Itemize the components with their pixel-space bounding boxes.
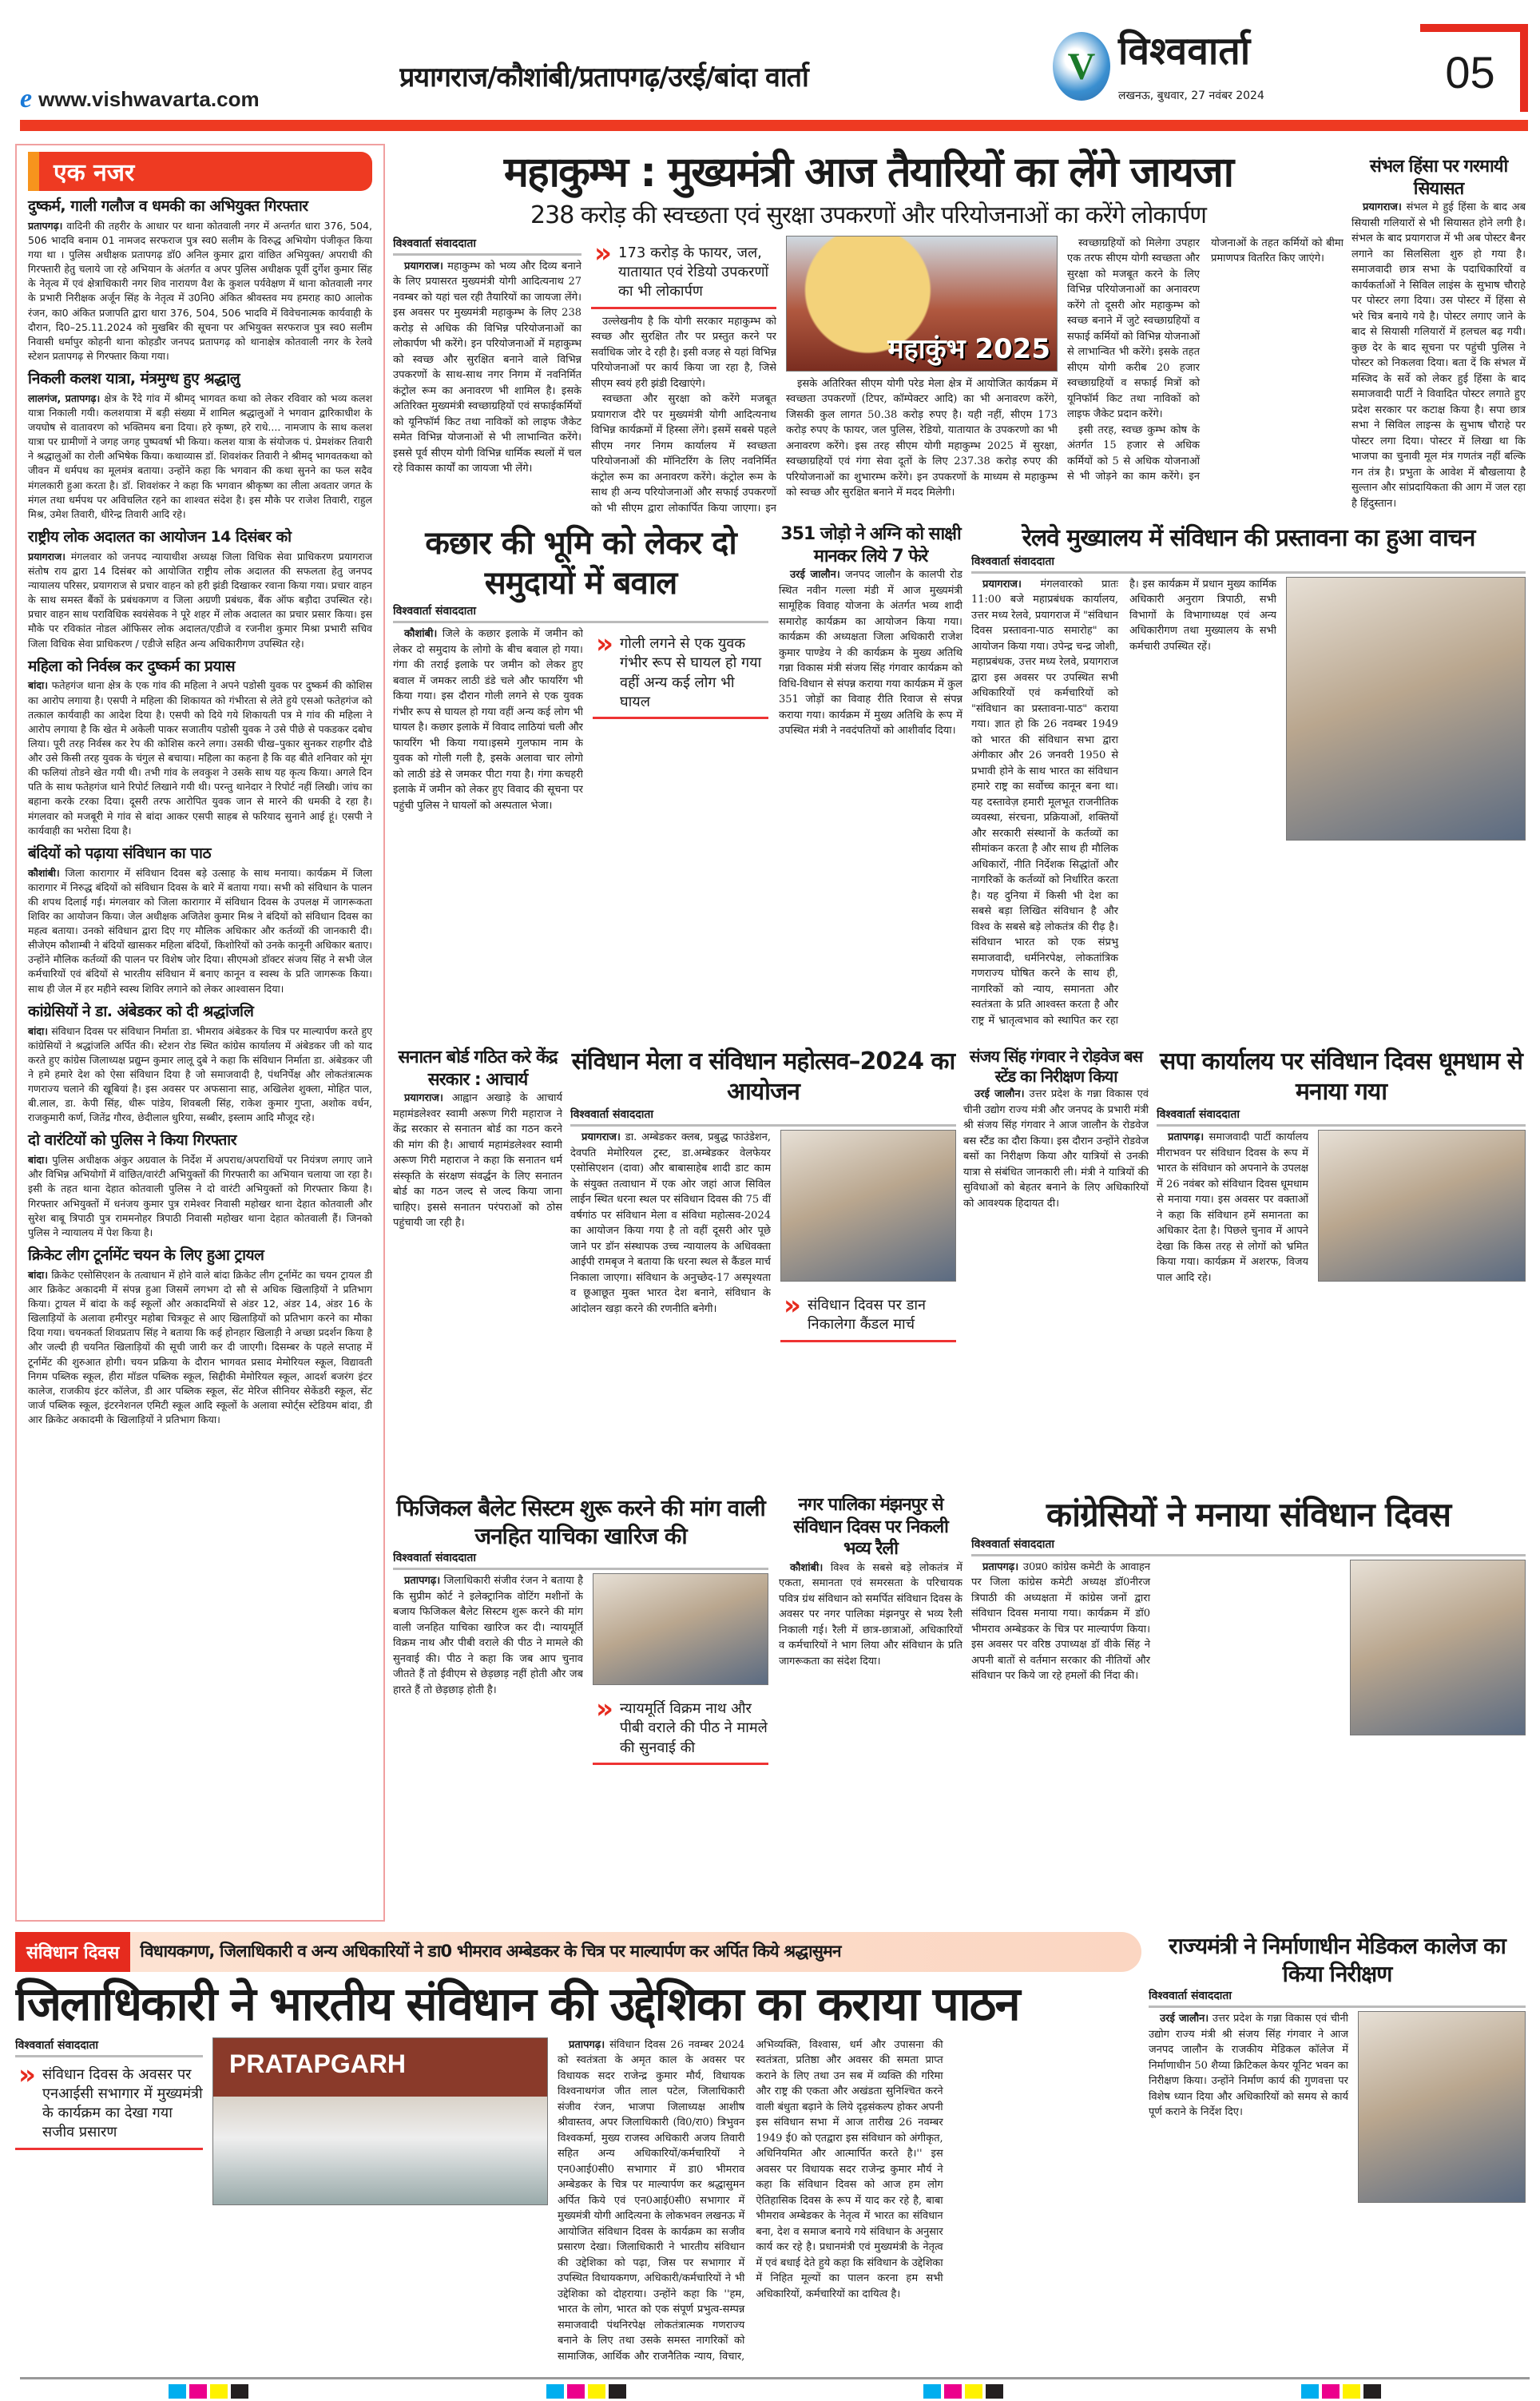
- lead-paragraph: महाकुम्भ को भव्य और दिव्य बनाने के लिए प्रयासरत मुख्यमंत्री योगी आदित्यनाथ 27 नवम्बर को यहां चल रही तैयारियों का जायजा लेंगे। इस अवसर पर मुख्यमंत्री महाकुम्भ के लिए 238 करोड़ से अधिक की विभिन्न परियोजनाओं का लोकार्पण भी करेंगे। इन परियोजनाओं में महाकुम्भ को स्वच्छ और सुरक्षित बनाने वाले विभिन्न उपकरणों के साथ-साथ नगर निगम में नवनिर्मित कंट्रोल रूम का अनावरण भी शामिल है। इसके अतिरिक्त मुख्यमंत्री स्वच्छाग्रहियों एवं सफाईकर्मियों को यूनिफॉर्म किट तथा नाविकों को लाइफ जैकेट समेत विभिन्न योजनाओं से भी लाभान्वित करेंगे। इससे पूर्व सीएम योगी विभिन्न धार्मिक स्थलों में चल रहे विकास कार्यों का जायजा भी लेंगे।: [393, 260, 581, 475]
- sidebar-body: [28, 866, 372, 996]
- mela-article: [570, 1047, 956, 1478]
- news-photo: [1286, 577, 1526, 841]
- headline: राज्यमंत्री ने निर्माणाधीन मेडिकल कालेज का किया निरीक्षण: [1169, 1933, 1506, 1987]
- bottom-headline: जिलाधिकारी ने भारतीय संविधान की उद्देशिका का कराया पाठन: [15, 1977, 1019, 2031]
- lead-headline: महाकुम्भ : मुख्यमंत्री आज तैयारियों का लेंगे जायजा: [503, 149, 1233, 197]
- sidebar-headline: निकली कलश यात्रा, मंत्रमुग्ध हुए श्रद्धालु: [28, 370, 240, 388]
- pullquote: » गोली लगने से एक युवक गंभीर रूप से घायल हो गया वहीं अन्य कई लोग भी घायल: [593, 631, 768, 719]
- byline: विश्ववार्ता संवाददाता: [1149, 1988, 1526, 2008]
- dateline: कौशांबी।: [28, 866, 60, 879]
- lead-col-2: » 173 करोड़ के फायर, जल, यातायात एवं रेडियो उपकरणों का भी लोकार्पण उल्लेखनीय है कि योगी सरकार महाकुम्भ को स्वच्छ और सुरक्षित तौर पर प्रस्तुत करने पर सर्वाधिक जोर दे रही है। इसी वजह से यहां विभिन्न परियोजनाओं पर कार्य किया जा रहा है, जिसे सीएम स्वयं हरी झंडी दिखाएंगे। स्वच्छता और सुरक्षा को करेंगे मजबूत प्रयागराज दौरे पर मुख्यमंत्री योगी आदित्यनाथ विभिन्न कार्यक्रमों में हिस्सा लेंगे। इसमें सबसे पहले सीएम नगर निगम कार्यालय में स्वच्छता परियोजनाओं की मॉनिटरिंग के लिए नवनिर्मित कंट्रोल रूम का अनावरण करेंगे। कंट्रोल रूम के साथ ही अन्य परियोजनाओं और सफाई उपकरणों को भी सीएम द्वारा लोकार्पित किया जाएगा। इन: [591, 236, 776, 515]
- body-text: क्षेत्र के रैंदे गांव में श्रीमद् भागवत कथा को लेकर रविवार को भव्य कलश यात्रा निकाली गयी। कलशयात्रा में बड़ी संख्या में शामिल श्रद्धालुओं ने भगवान द्वारिकाधीश के जयघोष से वातावरण को भक्तिमय बना दिया। हरे कृष्ण, हरे राधे.... नामजाप के साथ कलश यात्रा पर ग्रामीणों ने जगह जगह पुष्पवर्षा भी किया। कलश यात्रा के संयोजक पं. प्रेमशंकर तिवारी ने श्रद्धालुओं का रोली अभिषेक किया। कथाव्यास डॉ. शिवशंकर तिवारी ने श्रीमद् भागवतकथा को जीवन में धर्मपथ का मूलमंत्र बताया। उन्होंने कहा कि भगवान की कथा सुनने का फल सदैव मंगलकारी हुआ करता है। डॉ. शिवशंकर ने कहा कि भगवान श्रीकृष्ण का लीला अवतार जगत के मंगल तथा धर्मपथ पर अविचलित रहने का शाश्वत संदेश है। इस मौके पर राजेश तिवारी, राहुल मिश्र, उमेश तिवारी, धीरेन्द्र तिवारी आदि रहे।: [28, 392, 372, 520]
- dateline: उरई जालौन।: [1160, 2013, 1209, 2025]
- headline: सपा कार्यालय पर संविधान दिवस धूमधाम से मनाया गया: [1160, 1047, 1522, 1106]
- sidebar-body: [28, 219, 372, 364]
- lead-col-1: विश्ववार्ता संवाददाता प्रयागराज। महाकुम्भ को भव्य और दिव्य बनाने के लिए प्रयासरत मुख्यमंत्री योगी आदित्यनाथ 27 नवम्बर को यहां चल रही तैयारियों का जायजा लेंगे। इस अवसर पर मुख्यमंत्री महाकुम्भ के लिए 238 करोड़ से अधिक की विभिन्न परियोजनाओं का लोकार्पण भी करेंगे। इन परियोजनाओं में महाकुम्भ को स्वच्छ और सुरक्षित बनाने वाले विभिन्न उपकरणों के साथ-साथ नगर निगम में नवनिर्मित कंट्रोल रूम का अनावरण भी शामिल है। इसके अतिरिक्त मुख्यमंत्री स्वच्छाग्रहियों एवं सफाईकर्मियों को यूनिफॉर्म किट तथा नाविकों को लाइफ जैकेट समेत विभिन्न योजनाओं से भी लाभान्वित करेंगे। इससे पूर्व सीएम योगी विभिन्न धार्मिक स्थलों में चल रहे विकास कार्यों का जायजा भी लेंगे।: [393, 237, 581, 475]
- location-date: लखनऊ, बुधवार, 27 नवंबर 2024: [1118, 89, 1264, 102]
- body-text: समाजवादी पार्टी कार्यालय मीराभवन पर संविधान दिवस के रूप में भारत के संविधान को अपनाने के उपलक्ष में 26 नवंबर को संविधान दिवस धूमधाम से मनाया गया। इस अवसर पर वक्ताओं ने कहा कि संविधान हमें समानता का अधिकार देता है। पिछले चुनाव में आपने देखा कि किस तरह से लोगों को भ्रमित किया गया। कार्यक्रम में अशरफ, विजय पाल आदि रहे।: [1157, 1131, 1308, 1284]
- lead-col-3: महाकुंभ 2025 इसके अतिरिक्त सीएम योगी परेड मेला क्षेत्र में आयोजित कार्यक्रम में स्वच्छता उपकरणों (टिपर, कॉम्पेक्टर आदि) का भी अनावरण करेंगे, जिसकी कुल लागत 50.38 करोड़ रुपए है। यही नहीं, सीएम 173 करोड़ रुपए के फायर, जल पुलिस, रेडियो, यातायात के उपकरणो का भी अनावरण करेंगे। इस तरह सीएम योगी महाकुम्भ 2025 में सुरक्षा, स्वच्छाग्रहियों एवं गंगा सेवा दूतों के लिए 237.38 करोड़ रुपए की परियोजनाओं का शुभारम्भ करेंगे। इन उपकरणों के माध्यम से महाकुम्भ को स्वच्छ और सुरक्षित बनाने में मदद मिलेगी।: [786, 236, 1058, 515]
- body-text: जिले के कछार इलाके में जमीन को लेकर दो समुदाय के लोगो के बीच बवाल हो गया। गंगा की तराई इलाके पर जमीन को लेकर हुए बवाल में जमकर लाठी डंडे चले और फायरिंग भी किया गया। इस दौरान गोली लगने से एक युवक गंभीर रूप से घायल हो गया वहीं अन्य कई लोग भी घायल है। कछार इलाके में विवाद लाठियां चली और फायरिंग भी किया गया।इसमे गुलफाम नाम के युवक को गोली गली है, इसके अलावा चार लोगो को लाठी डंडे से जमकर पीटा गया है। गंगा कचहरी इलाके में जमीन को लेकर हुए विवाद की सूचना पर पहुंची पुलिस ने घायलों को अस्पताल भेजा।: [393, 628, 583, 812]
- byline: विश्ववार्ता संवाददाता: [393, 236, 581, 256]
- sidebar-headline: राष्ट्रीय लोक अदालत का आयोजन 14 दिसंबर को: [28, 527, 292, 546]
- pullquote: » न्यायमूर्ति विक्रम नाथ और पीबी वराले की पीठ ने मामले की सुनवाई की: [593, 1696, 768, 1765]
- body-text: पुलिस अधीक्षक अंकुर अग्रवाल के निर्देश में अपराध/अपराधियों पर नियंत्रण लगाए जाने और विभिन्न अभियोगों में वांछित/वारंटी अभियुक्तों की गिरफ्तारी का अभियान चलाया जा रहा है। इसी के तहत थाना देहात कोतवाली पुलिस ने दो वारंटी अभियुक्तों को गिरफ्तार किया है। गिरफ्तार अभियुक्तों में धनंजय कुमार पुत्र रामेश्वर निवासी महोखर थाना देहात कोतवाली और सुरेश बाबू त्रिपाठी पुत्र राममनोहर त्रिपाठी निवासी महोखर थाना देहात कोतवाली हैं। जिनको पुलिस ने न्यायालय में पेश किया है।: [28, 1154, 373, 1238]
- dateline: प्रयागराज।: [404, 1092, 443, 1104]
- browser-icon: e: [20, 84, 33, 113]
- congress-article: [971, 1494, 1526, 1922]
- sambhal-article: संभल हिंसा पर गरमायी सियासत प्रयागराज। संभल मे हुई हिंसा के बाद अब सियासी गलियारों से भी सियासत होने लगी है। संभल के बाद प्रयागराज में भी अब पोस्टर बैनर लगाने का सिलसिला शुरु हो गया है। समाजवादी छात्र सभा के पदाधिकारियों व कार्यकर्ताओं ने सिविल लाइंस के सुभाष चौराहे पर पोस्टर लगा दिया। उस पोस्टर में हिंसा से भरे चित्र बनाये गये है। पोस्टर लगाए जाने के बाद से सियासी गलियारों में हलचल बढ़ गयी। कुछ देर के बाद सूचना पर पहुंची पुलिस ने पोस्टर को निकलवा दिया। बता दें कि संभल में मस्जिद के सर्वे को लेकर हुई हिंसा के बाद समाजवादी पार्टी ने विवादित पोस्टर लगाते हुए प्रदेश सरकार पर कटाक्ष किया है। सपा छात्र सभा ने सिविल लाइन्स के सुभाष चौराहे पर पोस्टर लगा दिया। पोस्टर में लिखा था कि भाजपा का चुनावी मूल मंत्र गणतंत्र नहीं बल्कि गन तंत्र है। प्रभुता के आवेश में बौखलाया है सुल्तान और सांप्रदायिकता की आग में जल रहा है हिंदुस्तान।: [1351, 157, 1526, 510]
- headline: सनातन बोर्ड गठित करे केंद्र सरकार : आचार्य: [398, 1047, 558, 1090]
- sidebar-body: [28, 392, 372, 522]
- body-text: जिलाधिकारी संजीव रंजन ने बताया है कि सुप्रीम कोर्ट ने इलेक्ट्रानिक वोटिंग मशीनों के बजाय फिजिकल बैलेट सिस्टम शुरू करने की मांग वाली जनहित याचिका खारिज कर दी। न्यायमूर्ति विक्रम नाथ और पीबी वराले की पीठ ने मामले की सुनवाई की। पीठ ने कहा कि जब आप चुनाव जीतते हैं तो ईवीएम से छेड़छाड़ नहीं होती और जब हारते हैं तो छेड़छाड़ होती है।: [393, 1575, 583, 1696]
- sidebar-headline: दुष्कर्म, गाली गलौज व धमकी का अभियुक्त गिरफ्तार: [28, 197, 308, 215]
- sanjay-article: [963, 1047, 1149, 1478]
- headline: संजय सिंह गंगवार ने रोड़वेज बस स्टेंड का निरीक्षण किया: [969, 1047, 1143, 1086]
- sidebar-headline: कांग्रेसियों ने डा. अंबेडकर को दी श्रद्धांजलि: [28, 1002, 254, 1020]
- body-text: उ0प्र0 कांग्रेस कमेटी के आवाहन पर जिला कांग्रेस कमेटी अध्यक्ष डॉ0नीरज त्रिपाठी की अध्यक्षता में कांग्रेस जनों द्वारा संविधान दिवस मनाया गया। कार्यक्रम में डॉ0 भीमराव अम्बेडकर के चित्र पर माल्यार्पण किया। इस अवसर पर वरिष्ठ उपाध्यक्ष डॉ वीके सिंह ने अपनी बातों से वर्तमान सरकार की नीतियों और संविधान पर किये जा रहे हमलों की निंदा की।: [971, 1560, 1150, 1682]
- dateline: लालगंज, प्रतापगढ़।: [28, 392, 101, 404]
- dateline: उरई जालौन।: [790, 569, 840, 581]
- sanatan-article: [393, 1047, 562, 1478]
- sapa-article: [1157, 1047, 1526, 1478]
- body-text: मंगलवार को जनपद न्यायाधीश अध्यक्ष जिला विधिक सेवा प्राधिकरण प्रयागराज संतोष राय द्वारा 14 दिसंबर को आयोजित राष्ट्रीय लोक अदालत की सफलता हेतु जनपद न्यायालय परिसर, प्रयागराज से प्रचार वाहन को हरी झंडी दिखाकर रवाना किया गया। प्रचार वाहन के साथ समस्त बैंकों के प्रबंधकगण व जिला अग्रणी प्रबंधक, बैंक ऑफ बड़ौदा उपस्थित रहे। प्रचार वाहन साथ पराविधिक स्वयंसेवक ने पूरे शहर में लोक अदालत का प्रचार प्रसार किया। इस मौके पर रविकांत नोडल ऑफिसर लोक अदालत/एडीजे व रजनीश कुमार मिश्रा प्रभारी सचिव जिला विधिक सेवा प्राधिकरण / एडीजे सहित अन्य अधिकारीगण उपस्थित रहे।: [28, 550, 372, 650]
- jode-article: [779, 523, 963, 1035]
- banner-text: विधायकगण, जिलाधिकारी व अन्य अधिकारियों ने डा0 भीमराव अम्बेडकर के चित्र पर माल्यार्पण कर अर्पित किये श्रद्धासुमन: [140, 1942, 841, 1962]
- photo-caption: महाकुंभ 2025: [887, 332, 1050, 365]
- lead-pullquote: » 173 करोड़ के फायर, जल, यातायात एवं रेडियो उपकरणों का भी लोकार्पण: [591, 240, 776, 309]
- news-photo: [1350, 1560, 1526, 1735]
- brand-logo-icon: V: [1053, 32, 1110, 101]
- sidebar-title: एक नजर: [28, 152, 372, 191]
- body-text: जनपद जालौन के कालपी रोड स्थित नवीन गल्ला मंडी में आज मुख्यमंत्री सामूहिक विवाह योजना के अंतर्गत भव्य शादी समारोह कार्यक्रम का आयोजन किया गया। कार्यक्रम की अध्यक्षता जिला अधिकारी राजेश कुमार पाण्डेय ने की कार्यक्रम के मुख्य अतिथि गन्ना विकास मंत्री संजय सिंह गंगवार कार्यक्रम को विधि-विधान से संपन्न कराया गया कार्यक्रम में कुल 351 जोड़ों का विवाह रीति रिवाज से संपन्न कराया गया। कार्यक्रम में मुख्य अतिथि के रूप में उपस्थित मंत्री ने नवदंपतियों को आशीर्वाद दिया।: [779, 569, 963, 737]
- bottom-article: विश्ववार्ता संवाददाता » संविधान दिवस के अवसर पर एनआईसी सभागार में मुख्यमंत्री के कार्यक्रम का देखा गया सजीव प्रसारण PRATAPGARH प्रतापगढ़। संविधान दिवस 26 नवम्बर 2024 को स्वतंत्रता के अमृत काल के अवसर पर विधायक सदर राजेन्द्र कुमार मौर्य, विधायक विश्वनाथगंज जीत लाल पटेल, जिलाधिकारी संजीव रंजन, भाजपा जिलाध्यक्ष आशीष श्रीवास्तव, अपर जिलाधिकारी (वि0/रा0) त्रिभुवन विश्वकर्मा, मुख्य राजस्व अधिकारी अजय तिवारी सहित अन्य अधिकारियों/कर्मचारियों ने एन0आई0सी0 सभागार में डा0 भीमराव अम्बेडकर के चित्र पर माल्यार्पण कर श्रद्धासुमन अर्पित किये एवं एन0आई0सी0 सभागार में मुख्यमंत्री योगी आदित्यना के लोकभवन लखनऊ में आयोजित संविधान दिवस के कार्यक्रम का सजीव प्रसारण देखा। जिलाधिकारी ने भारतीय संविधान की उद्देशिका को पढ़ा, जिस पर सभागार में उपस्थित विधायकगण, अधिकारी/कर्मचारियों ने भी उद्देशिका को दोहराया। उन्होंने कहा कि ''हम, भारत के लोग, भारत को एक संपूर्ण प्रभुत्व-सम्पन्न समाजवादी पंथनिरपेक्ष लोकतंत्रात्मक गणराज्य बनाने के लिए तथा उसके समस्त नागरिकों को सामाजिक, आर्थिक और राजनैतिक न्याय, विचार, अभिव्यक्ति, विश्वास, धर्म और उपासना की स्वतंत्रता, प्रतिष्ठा और अवसर की समता प्राप्त कराने के लिए तथा उन सब में व्यक्ति की गरिमा और राष्ट्र की एकता और अखंडता सुनिश्चित करने वाली बंधुता बढ़ाने के लिये दृढ़संकल्प होकर अपनी इस संविधान सभा में आज तारीख 26 नवम्बर 1949 ई0 को एतद्वारा इस संविधान को अंगीकृत, अधिनियमित और आत्मार्पित करते है।'' इस अवसर पर विधायक सदर राजेन्द्र कुमार मौर्य ने कहा कि संविधान दिवस को आज हम लोग ऐतिहासिक दिवस के रूप में याद कर रहे है, बाबा भीमराव अम्बेडकर के नेतृत्व में भारत का संविधान बना, देश व समाज बनाये गये संविधान के अनुसार कार्य कर रहे है। प्रधानमंत्री एवं मुख्यमंत्री के नेतृत्व में एवं बधाई देते हुये कहा कि संविधान के उद्देशिका में निहित मूल्यों का पालन करना हम सभी अधिकारियों, कर्मचारियों का दायित्व है।: [15, 2037, 1141, 2371]
- sidebar-body: [28, 1268, 372, 1427]
- dateline: प्रतापगढ़।: [1168, 1131, 1205, 1143]
- brand-name: विश्ववार्ता: [1118, 29, 1251, 74]
- body-text: संविधान दिवस पर संविधान निर्माता डा. भीमराव अंबेडकर के चित्र पर माल्यार्पण करते हुए कांग्रेसियों ने श्रद्धांजलि अर्पित की। स्टेशन रोड स्थित कांग्रेस कार्यालय में अंबेडकर जी को याद करते हुए कांग्रेस जिलाध्यक्ष प्रद्युम्न कुमार लालू दुबे ने कहा कि संविधान निर्माता डा. अंबेडकर जी ने हमे हमारे देश को ऐसा संविधान दिया है जो समाजवादी है, पंथनिर्पेक्ष और लोकतंत्रात्मक गणराज्य चलाने की खूबियां है। इस अवसर पर अफसाना साह, अखिलेश शुक्ला, मोहित पाल, बी.लाल, डा. केपी सिंह, धीरू पांडेय, शिवबली सिंह, राकेश कुमार गुप्ता, अशोक वर्धन, राजकुमारी कर्ण, जितेंद्र गौरव, छेदीलाल धुरिया, सब्बीर, इस्लाम आदि मौजूद रहे।: [28, 1024, 372, 1124]
- print-color-marks: [20, 2377, 1530, 2396]
- body-text: जिला कारागार में संविधान दिवस बड़े उत्साह के साथ मनाया। कार्यक्रम में जिला कारागार में निरुद्ध बंदियों को संविधान दिवस के बारे में बताया गया। सभी को संविधान के पालन की शपथ दिलाई गई। मंगलवार को जिला कारागार में संविधान दिवस के उपलक्ष में जागरूकता शिविर का आयोजन किया। जेल अधीक्षक अजितेश कुमार मिश्र ने बंदियों को संविधान दिवस का महत्व बताया। उनको संविधान द्वारा दिए गए मौलिक अधिकार और कर्तव्यों की जानकारी दी। सीजेएम कौशाम्बी ने बंदियों खासकर महिला बंदियों, किशोरियों को उनके कानूनी अधिकार बताए। उन्होंने मौलिक कर्तव्यों की पालन पर विशेष जोर दिया। सीएमओ डॉक्टर संजय सिंह ने सभी जेल कर्मचारियों एवं बंदियों से भारतीय संविधान में बनाए कानून व स्वस्थ के प्रति जागरूक किया। साथ ही जेल में हर महीने स्वस्थ शिविर लगाने को लेकर आश्वासन दिया।: [28, 866, 372, 995]
- body-text: विश्व के सबसे बड़े लोकतंत्र में एकता, समानता एवं समरसता के परिचायक पवित्र ग्रंथ संविधान को समर्पित संविधान दिवस के अवसर पर नगर पालिका मंझनपुर से भव्य रैली निकाली गई। रैली में छात्र-छात्राओं, अधिकारियों व कर्मचारियों ने भाग लिया और संविधान के प्रति जागरूकता का संदेश दिया।: [779, 1561, 963, 1668]
- body-text: उत्तर प्रदेश के गन्ना विकास एवं चीनी उद्योग राज्य मंत्री श्री संजय सिंह गंगवार ने आज जनपद जालौन के राजकीय मेडिकल कॉलेज में निर्माणाधीन 50 शैय्या क्रिटिकल केयर यूनिट भवन का निरीक्षण किया। उन्होंने निर्माण कार्य की गुणवत्ता पर विशेष ध्यान दिया और अधिकारियों को समय से कार्य पूर्ण कराने के निर्देश दिए।: [1149, 2013, 1348, 2118]
- medical-article: [1149, 1932, 1526, 2371]
- body-text: आह्वान अखाड़े के आचार्य महामंडलेश्वर स्वामी अरूण गिरी महाराज ने केंद्र सरकार से सनातन बोर्ड का गठन करने की मांग की है। आचार्य महामंडलेश्वर स्वामी अरूण गिरी महाराज ने कहा कि सनातन धर्म संस्कृति के संरक्षण संवर्द्धन के लिए सनातन बोर्ड का गठन जल्द से जल्द किया जाना चाहिए। इससे सनातन परंपराओं को ठोस पहुंचायी जा रही है।: [393, 1092, 562, 1229]
- lead-subheadline: 238 करोड़ की स्वच्छता एवं सुरक्षा उपकरणों और परियोजनाओं का करेंगे लोकार्पण: [530, 201, 1206, 230]
- headline: संविधान मेला व संविधान महोत्सव–2024 का आयोजन: [571, 1047, 955, 1106]
- railway-article: [971, 523, 1526, 1035]
- byline: विश्ववार्ता संवाददाता: [570, 1107, 956, 1127]
- lead-col-4: स्वच्छाग्रहियों को मिलेगा उपहार एक तरफ सीएम योगी स्वच्छता और सुरक्षा को मजबूत करने के लिए विभिन्न परियोजनाओं का अनावरण करेंगे तो दूसरी ओर महाकुम्भ को स्वच्छ बनाने में जुटे स्वच्छाग्रहियों व सफाई कर्मियों को विभिन्न योजनाओं से लाभान्वित भी करेंगे। इसके तहत सीएम योगी करीब 20 हजार स्वच्छाग्रहियों व सफाई मित्रों को यूनिफॉर्म किट तथा नाविकों को लाइफ जैकेट प्रदान करेंगे। इसी तरह, स्वच्छ कुम्भ कोष के अंतर्गत 15 हजार से अधिक कर्मियों को 5 से अधिक योजनाओं से भी जोड़ने का काम करेंगे। इन योजनाओं के तहत कर्मियों को बीमा प्रमाणपत्र वितरित किए जाएंगे।: [1067, 237, 1344, 483]
- dateline: बांदा।: [28, 1268, 48, 1281]
- headline: फिजिकल बैलेट सिस्टम शुरू करने की मांग वाली जनहित याचिका खारिज की: [396, 1495, 765, 1549]
- body-text: फतेहगंज थाना क्षेत्र के एक गांव की महिला ने अपने पडोसी युवक पर दुष्कर्म की कोशिस का आरोप लगाया है। एसपी ने महिला की शिकायत को गंभीरता से लेते हुये एसओ फतेहगंज को तत्काल कार्यवाही का आदेश दिया है। एसपी को दिये गये शिकायती पत्र मे गांव की महिला ने आरोप लगाया है कि खेत मे अकेली पाकर सजातीय पडोसी युवक ने उसे पीछे से पकडकर दबोच लिया। पूरी तरह निर्वस्त्र कर रेप की कोशिस करने लगा। उसकी चीख–पुकार सुनकर राहगीर दौडे और उसे किसी तरह युवक के चंगुल से बचाया। महिला का कहना है कि वह बीते शनिवार को मूंग की फलियां तोडने खेत गयी थी। तभी गांव के लवकुश ने उसके साथ यह कृत्य किया। अगले दिन पति के साथ फतेहगंज थाने रिपोर्ट लिखाने गयी थी। परन्तु थानेदार ने रिपोर्ट नहीं लिखी। जांच का बहाना करके टरका दिया। दूसरी तरफ आरोपित युवक जान से मारने की धमकी दे रहा है। मंगलवार को मजबूरी मे गांव से बांदा आकर एसपी साहब से फरियाद सुनाने आई हूं। एसपी ने कार्यवाही का भरोसा दिया है।: [28, 679, 372, 837]
- page-number: 05: [1420, 24, 1528, 112]
- website-url[interactable]: e www.vishwavarta.com: [20, 84, 260, 113]
- body-text: वादिनी की तहरीर के आधार पर थाना कोतवाली नगर में अन्तर्गत धारा 376, 504, 506 भादवि बनाम 01 नामजद सरफराज पुत्र स्व0 सलीम के विरुद्ध अभियोग पंजीकृत किया गया था । पुलिस अधीक्षक प्रतापगढ़ डॉ0 अनिल कुमार द्वारा वांछित अभियुक्त/ अपराधी की गिरफ्तारी हेतु चलाये जा रहे अभियान के अंतर्गत व अपर पुलिस अधीक्षक पूर्वी दुर्गेश कुमार सिंह के नेतृत्व में एवं क्षेत्राधिकारी नगर शिव नारायण वैश के कुशल पर्यवेक्षण में थाना कोतवाली नगर के प्रभारी निरीक्षक अर्जून सिंह के नेतृत्व में उ0नि0 अंकित श्रीवस्तव मय हमराह का0 आलोक रंजन, का0 अंकित प्रजापति द्वारा धारा 376, 504, 506 भादवि में विवेचनात्मक कार्यवाही के दौरान, दि0–25.11.2024 को मुखबिर की सूचना पर अभियुक्त सरफराज पुत्र स्व0 सलीम निवासी धर्मापुर कोहनी थाना कोहडौर जनपद प्रतापगढ़ को थानाक्षेत्र कोतवाली नगर के रेलवे स्टेशन प्रतापगढ़ से गिरफ्तार किया गया।: [28, 219, 372, 362]
- headline: संभल हिंसा पर गरमायी सियासत: [1369, 157, 1508, 199]
- byline: विश्ववार्ता संवाददाता: [393, 603, 768, 623]
- headline: कछार की भूमि को लेकर दो समुदायों में बवाल: [425, 525, 736, 602]
- sidebar-headline: बंदियों को पढ़ाया संविधान का पाठ: [28, 844, 211, 862]
- byline: विश्ववार्ता संवाददाता: [15, 2037, 203, 2057]
- headline: नगर पालिका मंझनपुर से संविधान दिवस पर निकली भव्य रैली: [793, 1495, 948, 1559]
- dateline: प्रतापगढ़।: [28, 219, 63, 232]
- dateline: प्रयागराज।: [982, 578, 1022, 590]
- byline: विश्ववार्ता संवाददाता: [1157, 1107, 1526, 1127]
- sidebar-headline: दो वारंटियों को पुलिस ने किया गिरफ्तार: [28, 1131, 236, 1150]
- bottom-section: [15, 1932, 1141, 2371]
- ek-nazar-sidebar: [15, 144, 385, 1922]
- news-photo: [780, 1130, 956, 1282]
- headline: 351 जोड़ो ने अग्नि को साक्षी मानकर लिये 7 फेरे: [780, 524, 961, 566]
- body-text: डा. अम्बेडकर क्लब, प्रबुद्ध फाउंडेशन, देवपति मेमोरियल ट्रस्ट, डा.अम्बेडकर वेलफेयर एसोसिएशन (दावा) और बाबासाहेब शादी डाट काम के संयुक्त तत्वाधान में एक ओर जहां आज सिविल लाईन स्थित धरना स्थल पर संविधान दिवस की 75 वीं वर्षगांठ पर संविधान मेला व संविधा महोत्सव-2024 का आयोजन किया गया है तो वहीं दूसरी ओर पूछे जाने पर डॉन संस्थापक उच्च न्यायालय के अधिवक्ता आईपी रामबृज ने बताया कि धरना स्थल से कैंडल मार्च निकाला जाएगा। संविधान के अनुच्छेद-17 अस्पृश्यता व छूआछूत मुक्त भारत देश बनाने, संविधान के आंदोलन खड़ा करने की रणनीति बनेगी।: [570, 1131, 771, 1315]
- banner-strip: [15, 1932, 1141, 1972]
- sidebar-body: [28, 1153, 372, 1240]
- byline: विश्ववार्ता संवाददाता: [393, 1550, 768, 1570]
- dateline: कौशांबी।: [404, 628, 438, 640]
- byline: विश्ववार्ता संवाददाता: [971, 554, 1526, 574]
- sidebar-body: [28, 678, 372, 837]
- meeting-photo: PRATAPGARH: [212, 2037, 548, 2205]
- header-divider: [20, 120, 1528, 131]
- dateline: प्रतापगढ़।: [982, 1560, 1019, 1573]
- sidebar-body: [28, 550, 372, 651]
- dateline: कौशांबी।: [790, 1561, 824, 1574]
- sidebar-headline: क्रिकेट लीग टूर्नामेंट चयन के लिए हुआ ट्रायल: [28, 1246, 264, 1264]
- sidebar-headline: महिला को निर्वस्त्र कर दुष्कर्म का प्रयास: [28, 657, 236, 675]
- section-title: प्रयागराज/कौशांबी/प्रतापगढ़/उरई/बांदा वार्ता: [399, 62, 808, 94]
- dateline: प्रतापगढ़।: [404, 1575, 441, 1587]
- banner-label: संविधान दिवस: [15, 1932, 130, 1972]
- bottom-pullquote: » संविधान दिवस के अवसर पर एनआईसी सभागार में मुख्यमंत्री के कार्यक्रम का देखा गया सजीव प्रसारण: [15, 2062, 203, 2150]
- sidebar-body: [28, 1024, 372, 1126]
- body-text: उत्तर प्रदेश के गन्ना विकास एवं चीनी उद्योग राज्य मंत्री और जनपद के प्रभारी मंत्री श्री संजय सिंह गंगवार ने आज जालौन के रोडवेज बस स्टैंड का दौरा किया। इस दौरान उन्होंने रोडवेज बसों का निरीक्षण किया और यात्रियों से उनकी यात्रा से संबंधित जानकारी ली। मंत्री ने यात्रियों की सुविधाओं को बेहतर बनाने के लिए अधिकारियों को आवश्यक हिदायत दी।: [963, 1088, 1149, 1210]
- news-photo: [1358, 2011, 1526, 2203]
- dateline: बांदा।: [28, 679, 48, 692]
- lead-article: [393, 148, 1344, 515]
- ballot-article: [393, 1494, 768, 1922]
- dateline: बांदा।: [28, 1154, 48, 1167]
- body-text: मंगलवारको प्रातः 11:00 बजे महाप्रबंधक कार्यालय, उत्तर मध्य रेलवे, प्रयागराज में "संविधान दिवस प्रस्तावना-पाठ समारोह" का आयोजन किया गया। उपेन्द्र चन्द्र जोशी, महाप्रबंधक, उत्तर मध्य रेलवे, प्रयागराज द्वारा इस अवसर पर उपस्थित सभी अधिकारियों एवं कर्मचारियों को "संविधान का प्रस्तावना-पाठ" कराया गया। ज्ञात हो कि 26 नवम्बर 1949 को भारत की संविधान सभा द्वारा अंगीकार और 26 जनवरी 1950 से प्रभावी होने के साथ भारत का संविधान हमारे राष्ट्र का सर्वोच्च कानून बना था। यह दस्तावेज़ हमारी मूलभूत राजनीतिक व्यवस्था, संरचना, प्रक्रियाओं, शक्तियों और सरकारी संस्थानों के कर्तव्यों का सीमांकन करता है और साथ ही मौलिक अधिकारों, नीति निर्देशक सिद्धांतों और नागरिकों के कर्तव्यों को निर्धारित करता है। यह दुनिया में किसी भी देश का सबसे बड़ा लिखित संविधान है और विश्व के सबसे बड़े लोकतंत्र की रीढ़ है। संविधान भारत को एक संप्रभु समाजवादी, धर्मनिरपेक्ष, लोकतांत्रिक गणराज्य घोषित करने के साथ ही, नागरिकों को न्याय, समानता और स्वतंत्रता के प्रति आश्वस्त करता है और राष्ट्र में भ्रातृत्वभाव को स्थापित कर रहा है। इस कार्यक्रम में प्रधान मुख्य कार्मिक अधिकारी अनुराग त्रिपाठी, सभी विभागों के विभागाध्यक्ष एवं अन्य अधिकारीगण तथा मुख्यालय के सभी कर्मचारी उपस्थित रहें।: [971, 578, 1276, 1027]
- kachhar-article: [393, 523, 768, 1035]
- body-text: क्रिकेट एसोसिएशन के तत्वाधान में होने वाले बांदा क्रिकेट लीग टूर्नामेंट का चयन ट्रायल डी आर क्रिकेट अकादमी में संपन्न हुआ जिसमें लगभग दो सौ से अधिक खिलाड़ियों ने प्रतिभाग किया। ट्रायल में बांदा के कई स्कूलों और अकादमियों से अंडर 12, अंडर 14, अंडर 16 के खिलाड़ियों के अलावा हमीरपुर महोबा चित्रकूट से आए खिलाड़ियों को प्रतिभाग करने का मौका दिया गया। चयनकर्ता शिवप्रताप सिंह ने बताया कि कई होनहार खिलाड़ी ने अच्छा प्रदर्शन किया है और जल्दी ही चयनित खिलाड़ियों की सूची जारी कर दी जाएगी। दिसम्बर के पहले सप्ताह में टूर्नामेंट की शुरुआत होगी। चयन प्रक्रिया के दौरान भागवत प्रसाद मेमोरियल स्कूल, विद्यावती निगम पब्लिक स्कूल, हीरा मॉडल पब्लिक स्कूल, सिद्दीकी मेमोरियल स्कूल, आदर्श बजरंग इंटर कालेज, राजकीय इंटर कॉलेज, डी आर पब्लिक स्कूल, सेंट मेरिज सीनियर सेकेंडरी स्कूल, सेंट जार्ज पब्लिक स्कूल, इंटरनेशनल एमिटी स्कूल आदि स्कूलों के अलावा स्पोर्ट्स स्टेडियम बांदा, डी आर क्रिकेट अकादमी के खिलाड़ियों ने प्रतिभाग किया।: [28, 1268, 372, 1425]
- news-photo: [1318, 1130, 1526, 1282]
- dateline: बांदा।: [28, 1024, 48, 1037]
- headline: रेलवे मुख्यालय में संविधान की प्रस्तावना का हुआ वाचन: [1022, 524, 1475, 552]
- dateline: प्रयागराज।: [581, 1131, 621, 1143]
- news-photo: [593, 1573, 768, 1685]
- dateline: उरई जालौन।: [974, 1088, 1025, 1100]
- rally-article: [779, 1494, 963, 1922]
- dateline: प्रयागराज।: [28, 550, 66, 562]
- pullquote: » संविधान दिवस पर डान निकालेगा कैंडल मार्च: [780, 1293, 956, 1342]
- lead-photo: [786, 236, 1058, 372]
- headline: कांग्रेसियों ने मनाया संविधान दिवस: [1046, 1495, 1451, 1534]
- byline: विश्ववार्ता संवाददाता: [971, 1536, 1526, 1556]
